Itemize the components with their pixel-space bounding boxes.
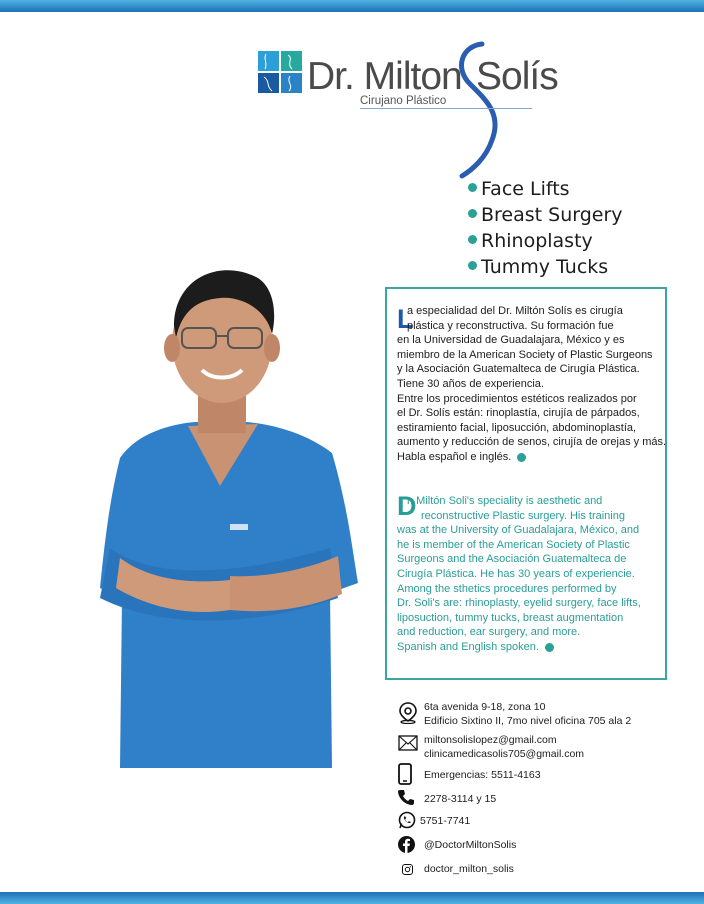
service-item: Face Lifts	[468, 176, 623, 202]
bio-en-line: was at the University of Guadalajara, México, and	[397, 524, 640, 537]
office-phone[interactable]: 2278-3114 y 15	[424, 793, 497, 805]
bio-spanish	[397, 304, 665, 465]
bio-en-line-last: Spanish and English spoken.	[397, 640, 665, 655]
drop-cap-en: D	[397, 491, 417, 521]
logo-name-s: Solís	[476, 55, 558, 98]
logo-name: Dr. Milton	[307, 55, 462, 98]
bullet-dot-icon	[468, 209, 477, 218]
mobile-phone-icon	[398, 763, 412, 785]
bio-es-line: Tiene 30 años de experiencia.	[397, 377, 544, 390]
bio-es-line-last: Habla español e inglés.	[397, 450, 665, 465]
bio-es-line: plástica y reconstructiva. Su formación fue	[407, 319, 614, 332]
instagram-icon	[402, 864, 413, 875]
services-list	[468, 176, 623, 280]
top-color-bar	[0, 0, 704, 12]
bio-es-line: aumento y reducción de senos, cirujía de orejas y más.	[397, 436, 667, 449]
bio-es-line: miembro de la American Society of Plastic Surgeons	[397, 348, 653, 361]
bio-es-line: en la Universidad de Guadalajara, México y es	[397, 334, 625, 347]
bullet-dot-icon	[468, 235, 477, 244]
bio-en-line: Among the sthetics procedures performed by	[397, 582, 617, 595]
bio-en-line: Surgeons and the Asociación Guatemalteca de	[397, 553, 627, 566]
whatsapp-icon	[398, 811, 416, 829]
bio-en-line: Cirugía Plástica. He has 30 years of experiencie.	[397, 567, 635, 580]
address-line: 6ta avenida 9-18, zona 10	[424, 701, 546, 713]
bio-en-line: and reduction, ear surgery, and more.	[397, 626, 581, 639]
bottom-color-bar	[0, 892, 704, 904]
location-pin-icon	[398, 702, 418, 724]
bullet-dot-icon	[468, 183, 477, 192]
whatsapp-number[interactable]: 5751-7741	[420, 815, 471, 827]
doctor-photo	[80, 248, 370, 768]
bio-es-line: el Dr. Solís están: rinoplastía, cirujía de párpados,	[397, 407, 640, 420]
service-item: Breast Surgery	[468, 202, 623, 228]
bio-en-line: Dr. Soli's are: rhinoplasty, eyelid surgery, face lifts,	[397, 597, 641, 610]
bio-es-line: estiramiento facial, liposucción, abdominoplastía,	[397, 421, 637, 434]
logo-underline	[360, 108, 532, 109]
bio-es-line: a especialidad del Dr. Miltón Solís es cirugía	[407, 305, 623, 317]
bio-en-line: liposuction, tummy tucks, breast augmentation	[397, 611, 624, 624]
email-link[interactable]: clinicamedicasolis705@gmail.com	[424, 748, 585, 760]
email-link[interactable]: miltonsolislopez@gmail.com	[424, 734, 557, 746]
drop-cap-es: L	[397, 304, 414, 334]
bullet-dot-icon	[468, 261, 477, 270]
logo-subtitle: Cirujano Plástico	[360, 95, 447, 107]
logo-mark-icon	[258, 51, 302, 93]
bio-en-line: he is member of the American Society of Plastic	[397, 538, 630, 551]
phone-icon	[398, 789, 414, 805]
bio-es-line: y la Asociación Guatemalteca de Cirugía Plástica.	[397, 363, 640, 376]
facebook-icon	[398, 836, 415, 853]
end-dot-icon	[517, 453, 526, 462]
facebook-handle[interactable]: @DoctorMiltonSolis	[424, 839, 517, 851]
address-line: Edificio Sixtino II, 7mo nivel oficina 705 ala 2	[424, 715, 632, 727]
instagram-handle[interactable]: doctor_milton_solis	[424, 863, 514, 875]
bio-en-line: reconstructive Plastic surgery. His training	[421, 509, 625, 522]
bio-es-line: Entre los procedimientos estéticos realizados por	[397, 392, 637, 405]
emergency-phone[interactable]: Emergencias: 5511-4163	[424, 769, 541, 781]
service-item: Tummy Tucks	[468, 254, 623, 280]
bio-english	[397, 491, 665, 655]
service-item: Rhinoplasty	[468, 228, 623, 254]
bio-en-line: r. Miltón Soli's speciality is aesthetic and	[407, 495, 603, 507]
envelope-icon	[398, 735, 418, 751]
end-dot-icon	[545, 643, 554, 652]
